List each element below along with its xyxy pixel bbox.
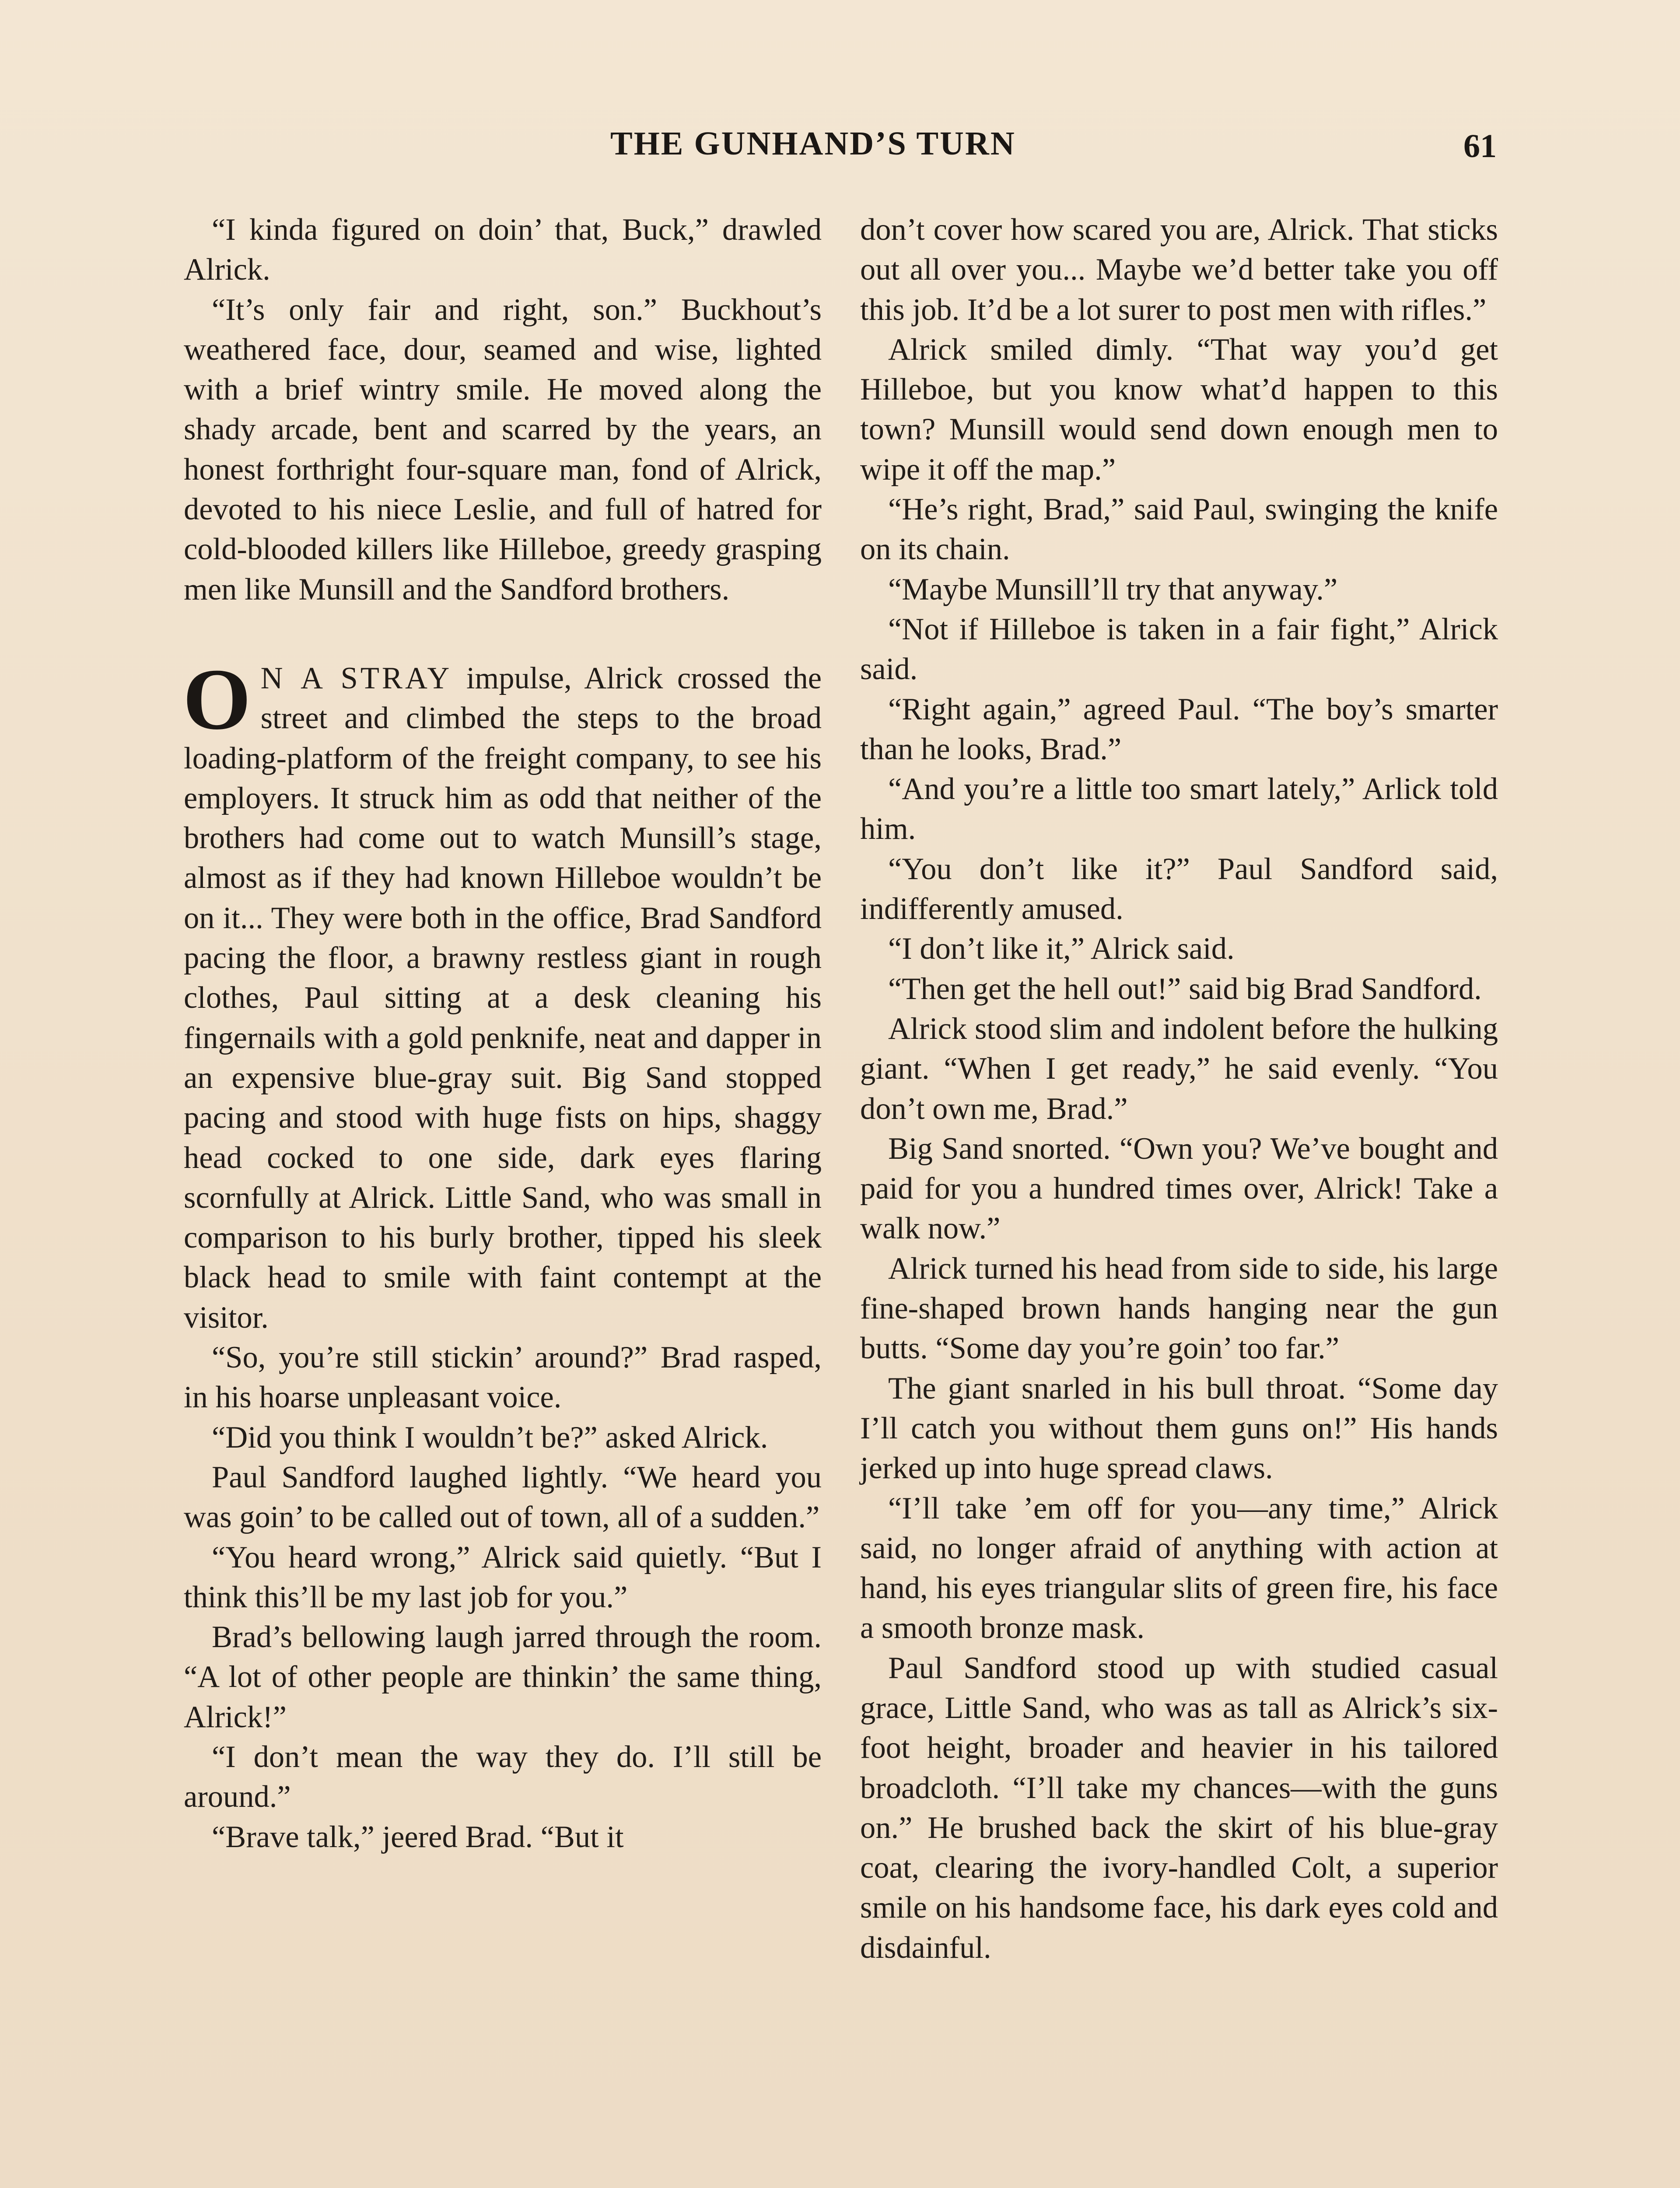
page-header [0,125,1680,173]
paragraph: “It’s only fair and right, son.” Buckhout’s weathered face, dour, seamed and wise, lighted with a brief wintry smile. He moved along the shady arcade, bent and scarred by the years, an honest forthright four-square man, fond of Alrick, devoted to his niece Leslie, and full of hatred for cold-blooded killers like Hilleboe, greedy grasping men like Munsill and the Sandford brothers. [184,292,822,607]
paragraph: “Did you think I wouldn’t be?” asked Alrick. [212,1420,768,1455]
running-title: THE GUNHAND’S TURN [610,125,1016,162]
paragraph: “Then get the hell out!” said big Brad Sandford. [888,971,1482,1006]
paragraph: “Maybe Munsill’ll try that anyway.” [888,572,1338,607]
drop-cap: O [183,651,251,748]
paragraph: Paul Sandford laughed lightly. “We heard you was goin’ to be called out of town, all of a sudden.” [184,1460,822,1535]
continued-paragraph: don’t cover how scared you are, Alrick. That sticks out all over you... Maybe we’d better take you off this job. It’d be a lot surer to post men with rifles.” [860,213,1498,327]
paragraph: “And you’re a little too smart lately,” Arlick told him. [860,772,1498,846]
page-number: 61 [1463,128,1497,165]
paragraph: “You don’t like it?” Paul Sandford said, indifferently amused. [860,852,1498,926]
paragraph: “I’ll take ’em off for you—any time,” Alrick said, no longer afraid of anything with action at hand, his eyes triangular slits of green fire, his face a smooth bronze mask. [860,1491,1498,1645]
paragraph: “I kinda figured on doin’ that, Buck,” drawled Alrick. [184,213,822,287]
paragraph: “Right again,” agreed Paul. “The boy’s smarter than he looks, Brad.” [860,692,1498,766]
paragraph: “I don’t mean the way they do. I’ll still be around.” [184,1739,822,1814]
paragraph: Alrick stood slim and indolent before the hulking giant. “When I get ready,” he said evenly. “You don’t own me, Brad.” [860,1011,1498,1126]
section-paragraph-text: impulse, Alrick crossed the street and climbed the steps to the broad loading-platform of the freight company, to see his employers. It struck him as odd that neither of the brothers had come out to watch Munsill’s stage, almost as if they had known Hilleboe wouldn’t be on it... They were both in the office, Brad Sandford pacing the floor, a brawny restless giant in rough clothes, Paul sitting at a desk cleaning his fingernails with a gold penknife, neat and dapper in an expensive blue-gray suit. Big Sand stopped pacing and stood with huge fists on hips, shaggy head cocked to one side, dark eyes flaring scornfully at Alrick. Little Sand, who was small in comparison to his burly brother, tipped his sleek black head to smile with faint contempt at the visitor. [184,661,822,1335]
left-column [184,210,822,1857]
paragraph: The giant snarled in his bull throat. “Some day I’ll catch you without them guns on!” His hands jerked up into huge spread claws. [860,1371,1498,1486]
section-lead-in: N A STRAY [260,661,452,695]
paragraph: Alrick turned his head from side to side, his large fine-shaped brown hands hanging near the gun butts. “Some day you’re goin’ too far.” [860,1251,1498,1366]
paragraph: Paul Sandford stood up with studied casual grace, Little Sand, who was as tall as Alrick’s six-foot height, broader and heavier in his tailored broadcloth. “I’ll take my chances—with the guns on.” He brushed back the skirt of his blue-gray coat, clearing the ivory-handled Colt, a superior smile on his handsome face, his dark eyes cold and disdainful. [860,1651,1498,1965]
paragraph: Alrick smiled dimly. “That way you’d get Hilleboe, but you know what’d happen to this town? Munsill would send down enough men to wipe it off the map.” [860,332,1498,487]
paragraph: Brad’s bellowing laugh jarred through the room. “A lot of other people are thinkin’ the same thing, Alrick!” [184,1620,822,1734]
paragraph: Big Sand snorted. “Own you? We’ve bought and paid for you a hundred times over, Alrick! Take a walk now.” [860,1131,1498,1246]
paragraph: “He’s right, Brad,” said Paul, swinging the knife on its chain. [860,492,1498,567]
paragraph: “You heard wrong,” Alrick said quietly. “But I think this’ll be my last job for you.” [184,1540,822,1614]
paragraph: “Brave talk,” jeered Brad. “But it [212,1820,624,1854]
right-column [860,210,1498,1968]
paragraph: “Not if Hilleboe is taken in a fair fight,” Alrick said. [860,612,1498,687]
paragraph: “So, you’re still stickin’ around?” Brad rasped, in his hoarse unpleasant voice. [184,1340,822,1415]
section-opening-paragraph [183,651,822,1338]
paragraph: “I don’t like it,” Alrick said. [888,932,1235,966]
